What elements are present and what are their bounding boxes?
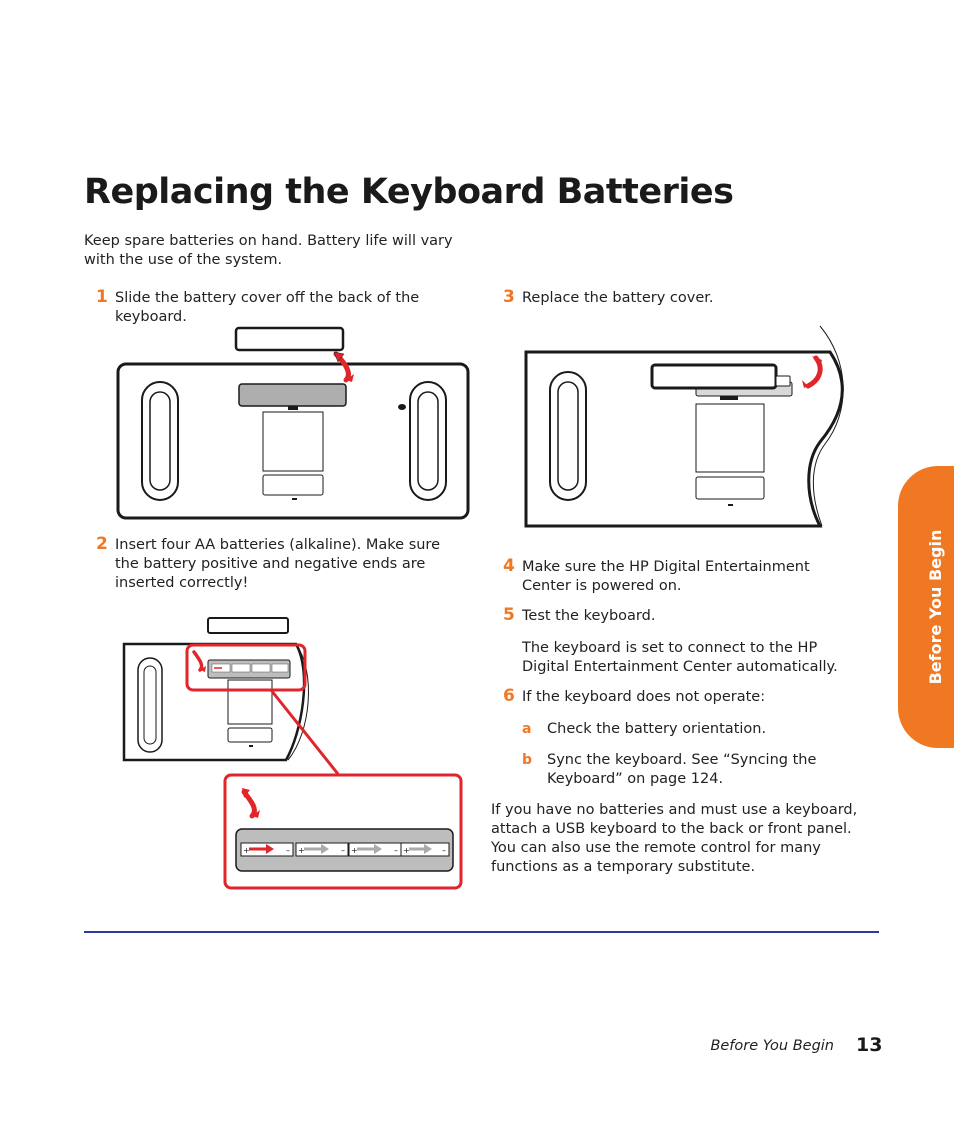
keyboard-cover-replaced-illustration — [520, 322, 860, 532]
battery-4 — [401, 843, 449, 856]
substep-letter-a: a — [522, 721, 532, 737]
intro-paragraph: Keep spare batteries on hand. Battery life will vary with the use of the system. — [84, 233, 453, 268]
substep-text-b: Sync the keyboard. See “Syncing the Keyboard” on page 124. — [547, 752, 817, 787]
substep-letter-b: b — [522, 752, 533, 768]
svg-text:+: + — [298, 846, 305, 855]
step-number-1: 1 — [96, 287, 108, 307]
svg-text:–: – — [286, 846, 290, 855]
page-title: Replacing the Keyboard Batteries — [84, 172, 734, 212]
battery-cover-small — [208, 618, 288, 633]
step-number-4: 4 — [503, 556, 515, 576]
step-text-6: If the keyboard does not operate: — [522, 689, 766, 705]
step-text-3: Replace the battery cover. — [522, 290, 714, 306]
section-side-tab — [898, 466, 954, 748]
page-number: 13 — [856, 1034, 883, 1056]
step-number-5: 5 — [503, 605, 515, 625]
keyboard-cover-removed-illustration — [112, 322, 474, 524]
battery-2 — [296, 843, 348, 856]
footer-rule — [84, 931, 879, 933]
battery-1 — [241, 843, 293, 856]
svg-text:–: – — [341, 846, 345, 855]
step-text-5: Test the keyboard. — [522, 608, 656, 624]
battery-compartment — [239, 384, 346, 406]
step-number-6: 6 — [503, 686, 515, 706]
svg-text:+: + — [243, 846, 250, 855]
step-text-1: Slide the battery cover off the back of the keyboard. — [115, 290, 420, 325]
battery-cover — [652, 365, 776, 388]
svg-text:+: + — [351, 846, 358, 855]
side-tab-label: Before You Begin — [926, 529, 945, 685]
step-number-3: 3 — [503, 287, 515, 307]
battery-3 — [349, 843, 401, 856]
step-text-2: Insert four AA batteries (alkaline). Make sure the battery positive and negative ends are inserted correctly! — [115, 537, 440, 591]
battery-cover — [236, 328, 343, 350]
footer-section-label: Before You Begin — [710, 1038, 834, 1054]
step-text-4: Make sure the HP Digital Entertainment Center is powered on. — [522, 559, 810, 594]
battery-insert-illustration — [116, 612, 466, 892]
svg-text:+: + — [403, 846, 410, 855]
closing-paragraph: If you have no batteries and must use a keyboard, attach a USB keyboard to the back or front panel. You can also use the remote control for many functions as a temporary substitute. — [491, 802, 858, 875]
svg-text:–: – — [442, 846, 446, 855]
step-number-2: 2 — [96, 534, 108, 554]
substep-text-a: Check the battery orientation. — [547, 721, 767, 737]
svg-text:–: – — [394, 846, 398, 855]
step-5-note: The keyboard is set to connect to the HP Digital Entertainment Center automatically. — [522, 640, 838, 675]
